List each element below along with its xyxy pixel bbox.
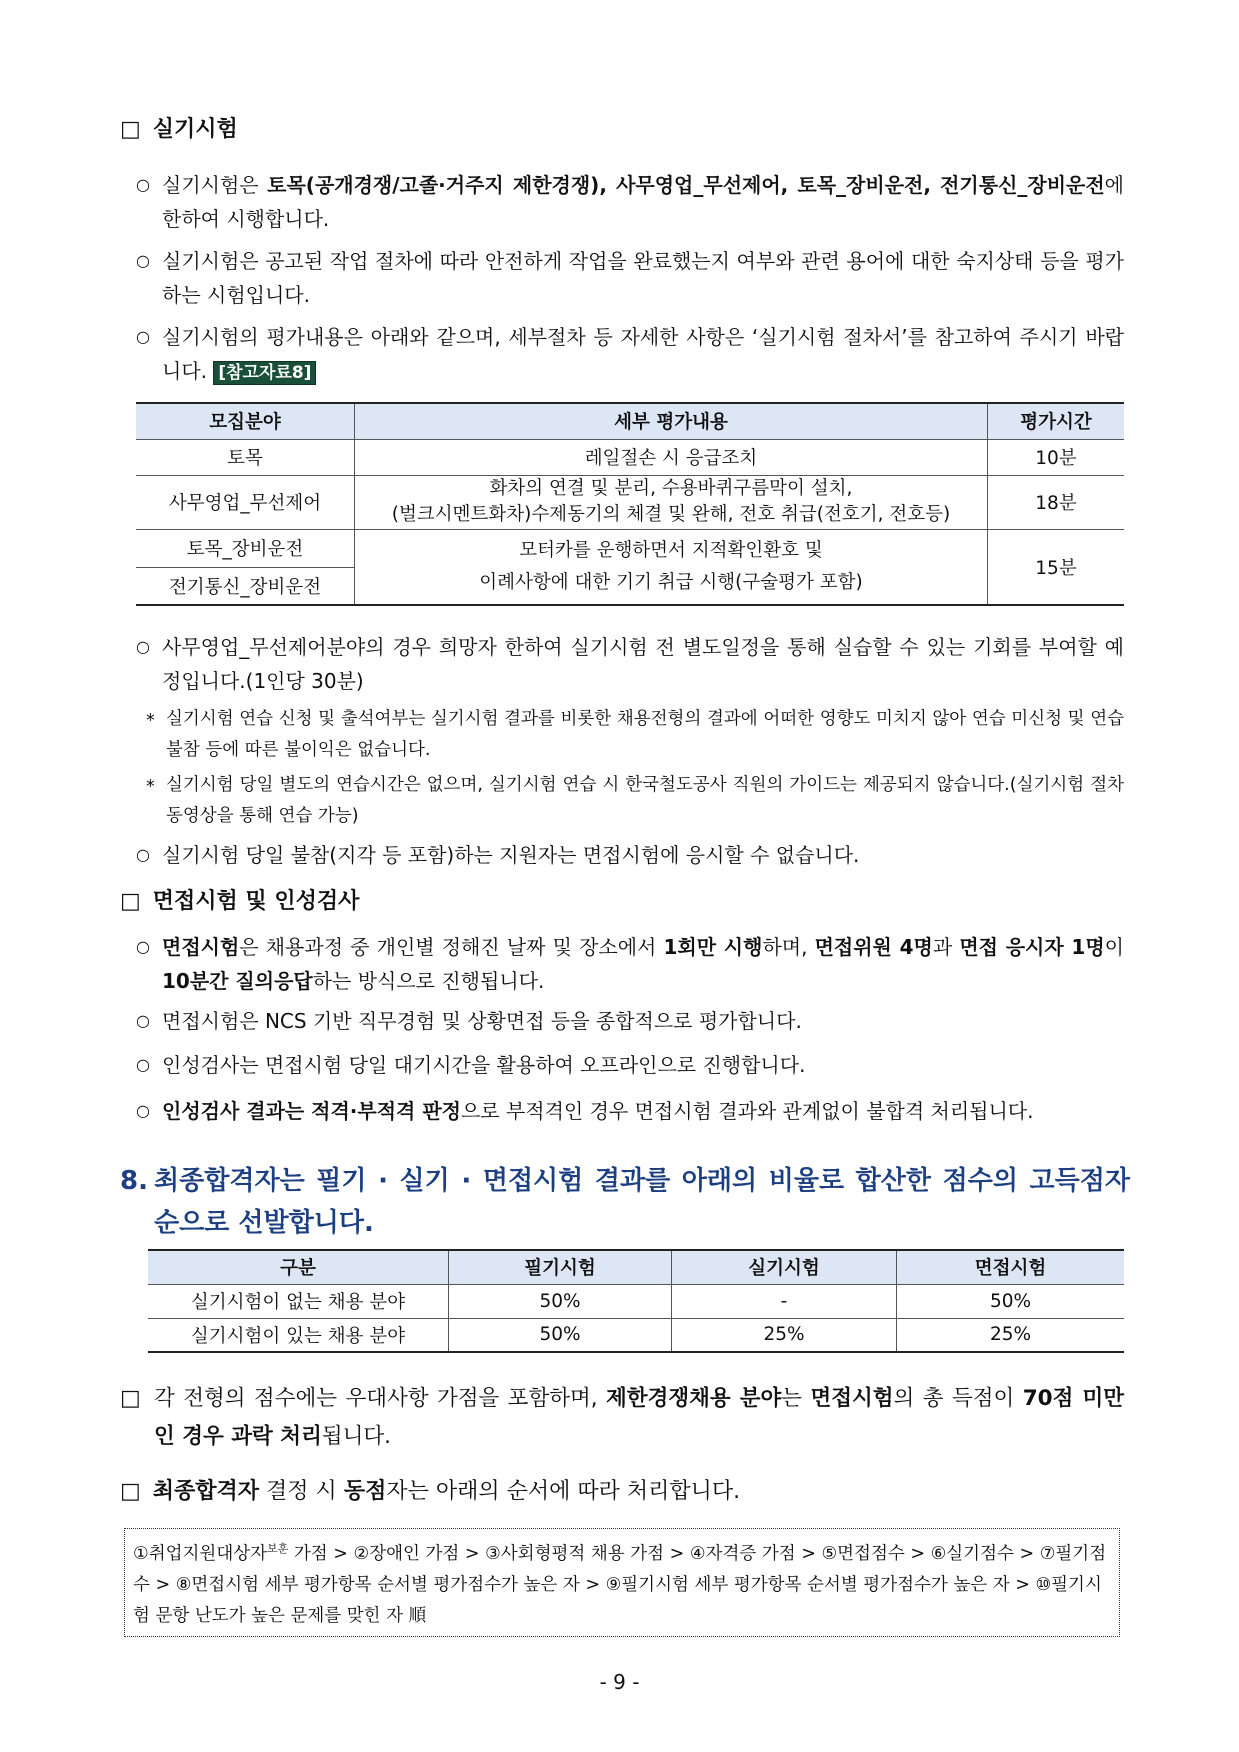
section-8-heading: 8. 최종합격자는 필기 · 실기 · 면접시험 결과를 아래의 비율로 합산한 점수의 고득점자 순으로 선발합니다. (120, 1166, 1130, 1238)
paragraph: ○ 인성검사 결과는 적격·부적격 판정으로 부적격인 경우 면접시험 결과와 관계없이 불합격 처리됩니다. (136, 1094, 1124, 1128)
asterisk-icon: * (146, 711, 155, 731)
section-heading-practical-test (120, 112, 238, 143)
section-heading-interview (120, 884, 359, 915)
paragraph-score-rule: □ 각 전형의 점수에는 우대사항 가점을 포함하며, 제한경쟁채용 분야는 면접시험의 총 득점이 70점 미만인 경우 과락 처리됩니다. (120, 1380, 1124, 1456)
bullet-circle-icon: ○ (136, 175, 150, 194)
checkbox-square-icon: □ (120, 117, 141, 142)
table-header: 세부 평가내용 (355, 403, 988, 439)
paragraph: ○ 사무영업_무선제어분야의 경우 희망자 한하여 실기시험 전 별도일정을 통해 실습할 수 있는 기회를 부여할 예정입니다.(1인당 30분) (136, 630, 1124, 698)
bullet-circle-icon: ○ (136, 327, 150, 346)
note: * 실기시험 연습 신청 및 출석여부는 실기시험 결과를 비롯한 채용전형의 결과에 어떠한 영향도 미치지 않아 연습 미신청 및 연습 불참 등에 따른 불이익은 없습니다. (146, 704, 1124, 766)
bullet-circle-icon: ○ (136, 1101, 150, 1120)
table-row: 전기통신_장비운전 (136, 567, 1124, 605)
paragraph-tie-rule: □ 최종합격자 결정 시 동점자는 아래의 순서에 따라 처리합니다. (120, 1479, 741, 1504)
tiebreak-order-box: ①취업지원대상자$^{보훈}$ 가점 > ②장애인 가점 > ③사회형평적 채용 가점 > ④자격증 가점 > ⑤면접점수 > ⑥실기점수 > ⑦필기점수 > ⑧면접시험 세부 평가항목 순서별 평가점수가 높은 자 > ⑨필기시험 세부 평가항목 순서별 평가점수가 높은 자 > ⑩필기시험 문항 난도가 높은 문제를 맞힌 자 順 (124, 1528, 1120, 1637)
score-ratio-table (148, 1249, 1124, 1353)
checkbox-square-icon: □ (120, 1386, 141, 1411)
asterisk-icon: * (146, 777, 155, 797)
note: * 실기시험 당일 별도의 연습시간은 없으며, 실기시험 연습 시 한국철도공사 직원의 가이드는 제공되지 않습니다.(실기시험 절차 동영상을 통해 연습 가능) (146, 770, 1124, 832)
table-row: 토목_장비운전 모터카를 운행하면서 지적확인환호 및 이례사항에 대한 기기 취급 시행(구술평가 포함) 15분 (136, 529, 1124, 567)
table-row: 토목 레일절손 시 응급조치 10분 (136, 439, 1124, 475)
section-title: 실기시험 (152, 117, 238, 142)
paragraph: ○ 실기시험은 토목(공개경쟁/고졸·거주지 제한경쟁), 사무영업_무선제어, 토목_장비운전, 전기통신_장비운전에 한하여 시행합니다. (136, 168, 1124, 236)
paragraph: ○ 실기시험의 평가내용은 아래와 같으며, 세부절차 등 자세한 사항은 ‘실기시험 절차서’를 참고하여 주시기 바랍니다. [참고자료8] (136, 320, 1124, 390)
table-row: 실기시험이 없는 채용 분야 50% - 50% (148, 1284, 1124, 1318)
table-header: 모집분야 (136, 403, 355, 439)
table-header: 면접시험 (897, 1250, 1125, 1284)
practical-test-table (136, 402, 1124, 606)
bullet-circle-icon: ○ (136, 845, 150, 864)
bullet-circle-icon: ○ (136, 937, 150, 956)
table-header: 실기시험 (672, 1250, 897, 1284)
reference-tag: [참고자료8] (213, 361, 316, 385)
bullet-circle-icon: ○ (136, 637, 150, 656)
table-header: 평가시간 (988, 403, 1125, 439)
bullet-circle-icon: ○ (136, 1011, 150, 1030)
paragraph: ○ 면접시험은 NCS 기반 직무경험 및 상황면접 등을 종합적으로 평가합니다. (136, 1004, 1124, 1038)
paragraph: ○ 인성검사는 면접시험 당일 대기시간을 활용하여 오프라인으로 진행합니다. (136, 1048, 1124, 1082)
table-header: 필기시험 (449, 1250, 672, 1284)
checkbox-square-icon: □ (120, 1479, 141, 1504)
bullet-circle-icon: ○ (136, 251, 150, 270)
paragraph: ○ 실기시험 당일 불참(지각 등 포함)하는 지원자는 면접시험에 응시할 수 없습니다. (136, 838, 1124, 872)
checkbox-square-icon: □ (120, 889, 141, 914)
section-title: 면접시험 및 인성검사 (152, 889, 360, 914)
paragraph: ○ 실기시험은 공고된 작업 절차에 따라 안전하게 작업을 완료했는지 여부와 관련 용어에 대한 숙지상태 등을 평가하는 시험입니다. (136, 244, 1124, 312)
table-row: 사무영업_무선제어 화차의 연결 및 분리, 수용바퀴구름막이 설치, (벌크시멘트화차)수제동기의 체결 및 완해, 전호 취급(전호기, 전호등) 18분 (136, 475, 1124, 529)
table-header: 구분 (148, 1250, 449, 1284)
table-row: 실기시험이 있는 채용 분야 50% 25% 25% (148, 1318, 1124, 1352)
bullet-circle-icon: ○ (136, 1055, 150, 1074)
paragraph: ○ 면접시험은 채용과정 중 개인별 정해진 날짜 및 장소에서 1회만 시행하며, 면접위원 4명과 면접 응시자 1명이 10분간 질의응답하는 방식으로 진행됩니다. (136, 930, 1124, 998)
page-number: - 9 - (599, 1670, 640, 1694)
